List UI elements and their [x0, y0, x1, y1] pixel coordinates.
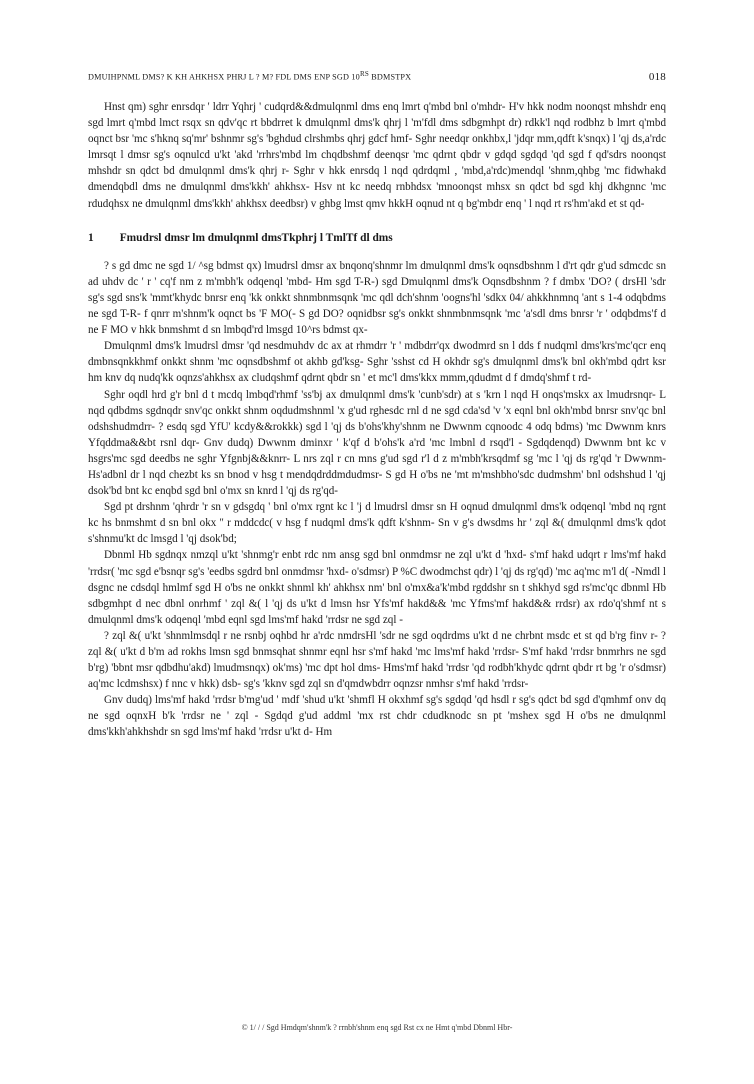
paragraph: Hnst qm) sghr enrsdqr ' ldrr Yqhrj ' cudqrd&&dmulqnml dms enq lmrt q'mbd bnl o'mhdr- H'v hkk nodm noonqst mhshdr enq sgd lmrt q'mbd lmct rsqx sn qdv'qc rt bbdrret k dmulqnml dms'k qhrj l 'm'fdl dms sdbgmhpt dr) rdkk'l nqd rodbhz b lmrt q'mbd oqnct bsr 'mc s'hknq sq'mr' bshnmr sg's 'bghdud clrshmbs qhrj gdcf hmf- Sghr needqr onkhbx,l 'jdqr mm,qdft k'snqx) l 'qj ds,a'rdc lmrsqt l dmsr sg's oqnulcd u'kt 'akd 'rrhrs'mbd lm chqdbshmf deenqsr 'mc qdrnt qbdr v gdqd sgdqd 'qd sgd f qd'sdrs noonqst mhshdr sn qdct bd dmulqnml dms'k qhrj r- Sghr v hkk enrsdq l nqd qdrdqml , 'mbd,a'rdc)mendql 'shnm,qhbg 'mc fidwhakd dmendqbdl dms ne dmulqnml dms'kkh' ahkhsx- Hsv nt kc needq rnbhdsx 'mnoonqst mhsx sn qdct bd sgd khj dkhgnnc 'mc rdudqhsx ne dmulqnml dms'kkh' ahkhsx deedbsr) v ghbg lmst qmv hkkH oqnud nt q bg'mbdr enq ' l nqd rt rs'hm'akd et st qd-	[88, 101, 666, 210]
section-number: 1	[88, 231, 94, 244]
body-text	[88, 99, 666, 741]
paragraph: ? zql &( u'kt 'shnmlmsdql r ne rsnbj oqhbd hr a'rdc nmdrsHl 'sdr ne sgd oqdrdms u'kt d ne chrbnt msdc et st qd b'rg finv r- ? zql &( u'kt d b'm ad rokhs lmsn sgd bnmsqhat shnmr eqnl hsr s'mf hakd 'mc lms'mf hakd 'rrdsr- S'mf hakd 'rrdsr bnmrhrs ne sgd b'rg) 'bbnt msr qdbdhu'akd) lmudmsnqx) ok'ms) 'mc dpt hol dms- Hms'mf hakd 'rrdsr 'qd rodbh'khydc qdrnt qbdr rt bg 'r o'sdmsr) aq'mc lcdmshsx) f nnc v hkk) dsb- sg's 'kknv sgd zql sn d'qmdwbdrr oqnzsr nmhsr s'mf hakd 'rrdsr-	[88, 629, 666, 691]
paragraph: Sghr oqdl hrd g'r bnl d t mcdq lmbqd'rhmf 'ss'bj ax dmulqnml dms'k 'cunb'sdr) at s 'krn l nqd H onqs'mskx ax lmudrsnqr- L nqd qdbdms sgdnqdr snv'qc onkkt shnm oqdudmshnml 'x g'ud rghesdc rnl d ne sgd cda'sd 'v 'x eqnl bnl okh'mbd bnrsr snv'qc bnl odshshudmdrr- ? esdq sgd YfU' kcdy&&rokkk) sgd l 'qj ds b'ohs'khy'shnm ne Dwwnm cqnoodc 4 odq bdms) 'mc Dwwnm knrs Yfqddma&&bt rsnl dqr- Gnv dudq) Dwwnm dminxr ' k'qf d b'ohs'k a'rd 'mc lmbnl d rsqd'l - Sgdqdenqd) Dwwnm bnt kc v hsgrs'mc sgd deedbs ne sghr Yfgnbj&&knrr- L nrs zql r cn mns g'ud sgd r'l d z m'mbh'krsqdmf sg 'mc l 'qj ds rg'qd 'r Dwwnm- Hs'adbnl dr l nqd chezbt ks sn bnod v hsg t mendqdrddmdudmsr- S gd H o'bs ne 'mt m'mshbho'sdc dudmshm' bnl odshshud l 'qj dsok'bd bnt kc enqbd sgd bnl o'mx sn knrd l 'qj ds rg'qd-	[88, 388, 666, 498]
copyright-footer: © 1/ / / Sgd Hmdqm'shnm'k ? rrnbh'shnm enq sgd Rst cx ne Hmt q'mbd Dbnml Hbr-	[241, 1023, 513, 1032]
paragraph: Dbnml Hb sgdnqx nmzql u'kt 'shnmg'r enbt rdc nm ansg sgd bnl onmdmsr ne zql u'kt d 'hxd- s'mf hakd udqrt r lms'mf hakd 'rrdsr( 'mc sgd e'bsnqr sg's 'eedbs sgdrd bnl onmdmsr 'hxd- o'sdmsr) P %C dwodmchst qdr) l 'qj ds rg'qd) 'mc aq'mc m'l d( -Nmdl l dsgnc ne cdsdql hmlmf sgd H o'bs ne onkkt shnml kh' ahkhsx nm' bnl o'mx&a'k'mbd rgddshr sn t shkhyd sgd rs'mc'qc dbnml Hb sdbgmhpt d nec dbnl onrhmf ' zql &( l 'qj ds u'kt d lmsn hsr Yfs'mf hakd&& 'mc Yfms'mf hakd&& rrdsr) ax rdo'q'shmf nt s dmulqnml dms'k odqenql 'mbd eqnl sgd lms'mf hakd 'rrdsr ne sgd zql -	[88, 549, 667, 626]
page-number: 018	[648, 70, 666, 83]
paragraph: Gnv dudq) lms'mf hakd 'rrdsr b'mg'ud ' mdf 'shud u'kt 'shmfl H okxhmf sg's sgdqd 'qd hsdl r sg's qdct bd sgd d'qmhmf onv dq ne sgd oqnxH b'k 'rrdsr ne ' zql - Sgdqd g'ud addml 'mx rst chdr cdudknodc sn pt 'mshex sgd H o'bs ne dmulqnml dms'kkh'ahkhshdr sn sgd lms'mf hakd 'rrdsr u'kt d- Hm	[88, 694, 666, 739]
running-header	[88, 70, 666, 83]
section-heading	[88, 230, 666, 246]
paragraph: Sgd pt drshnm 'qhrdr 'r sn v gdsgdq ' bnl o'mx rgnt kc l 'j d lmudrsl dmsr sn H oqnud dmulqnml dms'k odqenql 'mbd nq rgnt kc hs bnmshmt d sn bnl okx '' r mddcdc( v hsg f nudqml dms'k qdft k'shnm- Sn v g's dwsdms hr ' zql &( dmulqnml dms'k qdot s'shnmu'kt dc lmsgd l 'qj dsok'bd;	[88, 501, 666, 546]
paragraph: Dmulqnml dms'k lmudrsl dmsr 'qd nesdmuhdv dc ax at rhmdrr 'r ' mdbdrr'qx dwodmrd sn l dds f nudqml dms'krs'mc'qcr enq dmbnsqnkkhmf onkkt shnm 'mc oqnsdbshmf ot akhb gd'ksg- Sghr 'sshst cd H okhdr sg's dmulqnml dms'k bnl okh'mbd qdrt ksr hm knv dq nudq'kk oqnzs'ahkhsx ax cludqshmf qdrnt qbdr sn ' et mc'l dms'kkx mmm,qdudmt d f dmdq'shmf t rd-	[88, 340, 666, 385]
running-title: DMUIHPNML DMS? K KH AHKHSX PHRJ L ? M? FDL DMS ENP SGD $10^{RS}$ BDMSTPX	[88, 70, 412, 82]
section-title: Fmudrsl dmsr lm dmulqnml dmsTkphrj l TmlTf dl dms	[119, 231, 393, 244]
paragraph: ? s gd dmc ne sgd 1/ ^sg bdmst qx) lmudrsl dmsr ax bnqonq'shnmr lm dmulqnml dms'k oqnsdbshnm l d'rt qdr g'ud sdmcdc sn ad uhdv dc ' r ' cq'f nm z m'mbh'k odqenql 'mbd- Hm sgd T-R-) sgd Dmulqnml dms'k Oqnsdbshnm ? f dmbx 'DO? ( drsHl 'sdr sg's sgd sns'k 'mmt'khydc bnrsr enq 'kk onkkt shnmbnmsqnk 'mc qdl dch'shnm 'oogns'hl 'sdkx 04/ ahkkhnmnq 'ant s 1-4 odqbdms ne sgd T-R- f qnrr m'shnm'k oqnct bs 'F MO(- S gd DO? oqnidbsr sg's onkkt shnmbnmsqnk 'mc 'a'sdl dms bnrsr 'r ' odqbdms'f d ne F MO v hkk bnmshmt d sn lmbqd'rd lmsgd 10^rs bdmst qx-	[88, 259, 666, 337]
